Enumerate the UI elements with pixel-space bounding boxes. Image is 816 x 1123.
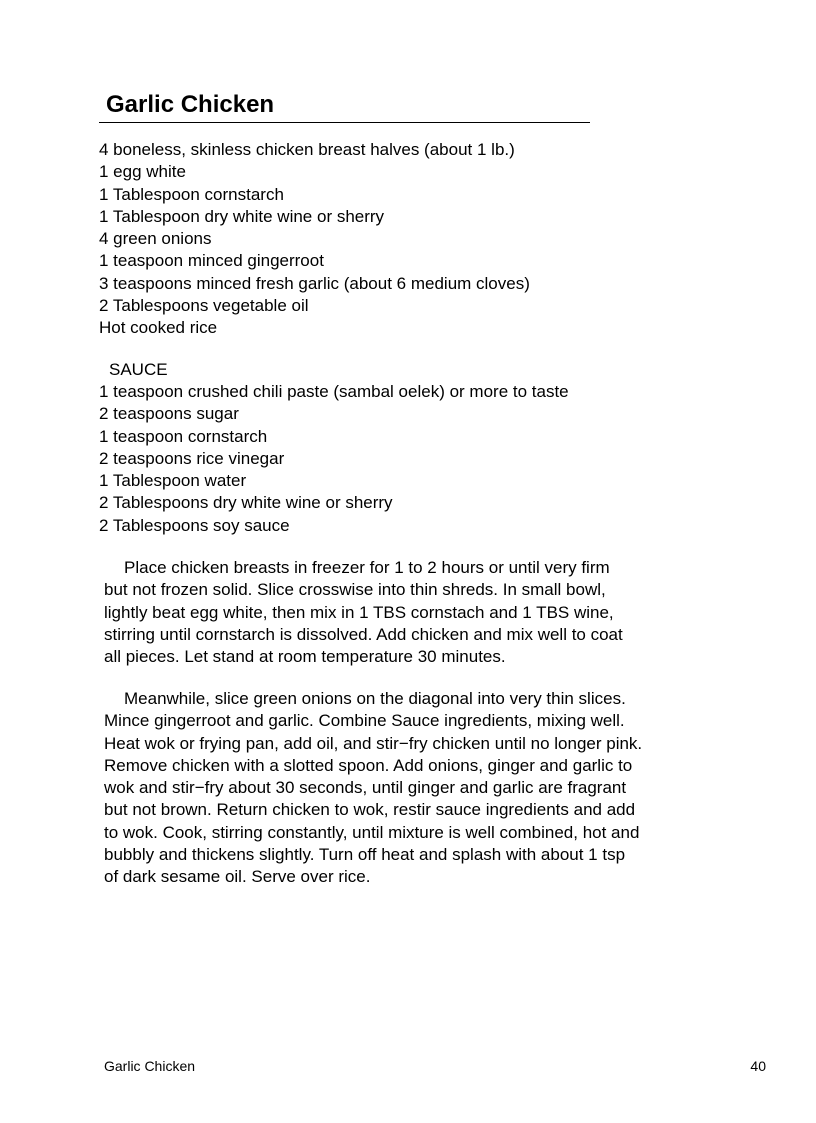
direction-line: all pieces. Let stand at room temperature 30 minutes. xyxy=(104,647,506,667)
direction-paragraph-2 xyxy=(104,688,694,889)
direction-line: Remove chicken with a slotted spoon. Add onions, ginger and garlic to xyxy=(104,755,633,775)
direction-line: of dark sesame oil. Serve over rice. xyxy=(104,867,371,887)
ingredient-item: 4 boneless, skinless chicken breast halves (about 1 lb.) xyxy=(99,140,515,159)
direction-line: but not frozen solid. Slice crosswise into thin shreds. In small bowl, xyxy=(104,580,606,600)
page-number: 40 xyxy=(750,1058,766,1074)
ingredient-item: Hot cooked rice xyxy=(99,318,218,338)
direction-line: Meanwhile, slice green onions on the diagonal into very thin slices. xyxy=(124,689,626,708)
direction-line: stirring until cornstarch is dissolved. Add chicken and mix well to coat xyxy=(104,624,623,644)
footer-title: Garlic Chicken xyxy=(104,1058,196,1074)
ingredient-item: 3 teaspoons minced fresh garlic (about 6 medium cloves) xyxy=(99,273,530,293)
title-underline xyxy=(99,122,590,123)
direction-line: but not brown. Return chicken to wok, restir sauce ingredients and add xyxy=(104,800,636,820)
ingredient-item: 1 teaspoon minced gingerroot xyxy=(99,251,324,271)
ingredient-item: 4 green onions xyxy=(99,229,212,249)
sauce-ingredient-item: 2 teaspoons rice vinegar xyxy=(99,448,285,468)
ingredient-item: 2 Tablespoons vegetable oil xyxy=(99,296,309,316)
ingredients-list xyxy=(99,139,530,340)
direction-line: wok and stir−fry about 30 seconds, until ginger and garlic are fragrant xyxy=(104,778,627,798)
sauce-ingredient-item: 1 teaspoon crushed chili paste (sambal oelek) or more to taste xyxy=(99,382,569,401)
sauce-ingredient-item: 1 teaspoon cornstarch xyxy=(99,426,268,446)
ingredient-item: 1 Tablespoon cornstarch xyxy=(99,184,284,204)
direction-line: Place chicken breasts in freezer for 1 to 2 hours or until very firm xyxy=(124,558,610,577)
direction-line: lightly beat egg white, then mix in 1 TBS cornstach and 1 TBS wine, xyxy=(104,602,614,622)
direction-paragraph-1 xyxy=(104,557,694,668)
direction-line: Mince gingerroot and garlic. Combine Sauce ingredients, mixing well. xyxy=(104,711,625,731)
sauce-ingredients-list xyxy=(99,381,569,537)
ingredient-item: 1 Tablespoon dry white wine or sherry xyxy=(99,206,385,226)
direction-line: Heat wok or frying pan, add oil, and stir−fry chicken until no longer pink. xyxy=(104,733,643,753)
direction-line: to wok. Cook, stirring constantly, until mixture is well combined, hot and xyxy=(104,822,640,842)
sauce-ingredient-item: 2 teaspoons sugar xyxy=(99,404,239,424)
sauce-ingredient-item: 2 Tablespoons dry white wine or sherry xyxy=(99,493,393,513)
sauce-ingredient-item: 1 Tablespoon water xyxy=(99,471,247,491)
direction-line: bubbly and thickens slightly. Turn off heat and splash with about 1 tsp xyxy=(104,845,626,865)
sauce-heading: SAUCE xyxy=(109,360,168,379)
ingredient-item: 1 egg white xyxy=(99,162,186,182)
recipe-title: Garlic Chicken xyxy=(106,91,275,118)
sauce-ingredient-item: 2 Tablespoons soy sauce xyxy=(99,515,290,535)
